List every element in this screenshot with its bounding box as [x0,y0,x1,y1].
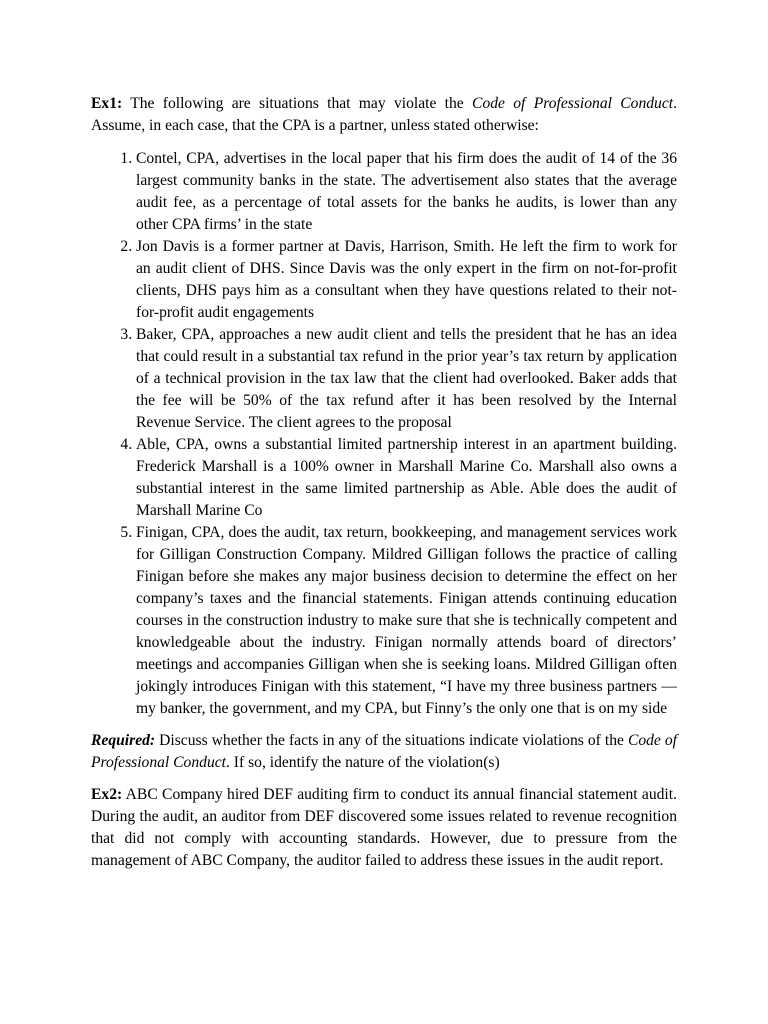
required-text: Discuss whether the facts in any of the situations indicate violations of the [155,732,628,749]
ex1-intro [91,93,677,137]
ex2-text: ABC Company hired DEF auditing firm to conduct its annual financial statement audit. During the audit, an auditor from DEF discovered some issues related to revenue recognition that did not comply with accounting standards. However, due to pressure from the management of ABC Company, the auditor failed to address these issues in the audit report. [91,786,677,869]
required-text-end: . If so, identify the nature of the violation(s) [226,754,500,771]
ex1-intro-text: The following are situations that may violate the [122,95,473,112]
situations-list [91,148,677,720]
ex2-paragraph [91,784,677,872]
required-italic: Code of Professional Conduct [91,732,677,771]
list-item: 3. Baker, CPA, approaches a new audit client and tells the president that he has an idea that could result in a substantial tax refund in the prior year’s tax return by application of a technical provision in the tax law that the client had overlooked. Baker adds that the fee will be 50% of the tax refund after it has been resolved by the Internal Revenue Service. The client agrees to the proposal [136,324,677,434]
required-label: Required: [91,732,156,749]
required-paragraph [91,730,677,774]
ex1-intro-italic: Code of Professional Conduct [472,95,674,112]
list-item: 1. Contel, CPA, advertises in the local paper that his firm does the audit of 14 of the 36 largest community banks in the state. The advertisement also states that the average audit fee, as a percentage of total assets for the banks he audits, is lower than any other CPA firms’ in the state [136,148,677,236]
ex1-intro-text-end: . Assume, in each case, that the CPA is a partner, unless stated otherwise: [91,95,678,134]
ex2-label: Ex2: [91,786,123,803]
ex1-label: Ex1: [91,95,123,112]
list-item: 2. Jon Davis is a former partner at Davis, Harrison, Smith. He left the firm to work for an audit client of DHS. Since Davis was the only expert in the firm on not-for-profit clients, DHS pays him as a consultant when they have questions related to their not-for-profit audit engagements [136,236,677,324]
document-page [91,93,677,872]
list-item: 5. Finigan, CPA, does the audit, tax return, bookkeeping, and management services work for Gilligan Construction Company. Mildred Gilligan follows the practice of calling Finigan before she makes any major business decision to determine the effect on her company’s taxes and the financial statements. Finigan attends continuing education courses in the construction industry to make sure that she is technically competent and knowledgeable about the industry. Finigan normally attends board of directors’ meetings and accompanies Gilligan when she is seeking loans. Mildred Gilligan often jokingly introduces Finigan with this statement, “I have my three business partners — my banker, the government, and my CPA, but Finny’s the only one that is on my side [136,522,677,720]
list-item: 4. Able, CPA, owns a substantial limited partnership interest in an apartment building. Frederick Marshall is a 100% owner in Marshall Marine Co. Marshall also owns a substantial interest in the same limited partnership as Able. Able does the audit of Marshall Marine Co [136,434,677,522]
